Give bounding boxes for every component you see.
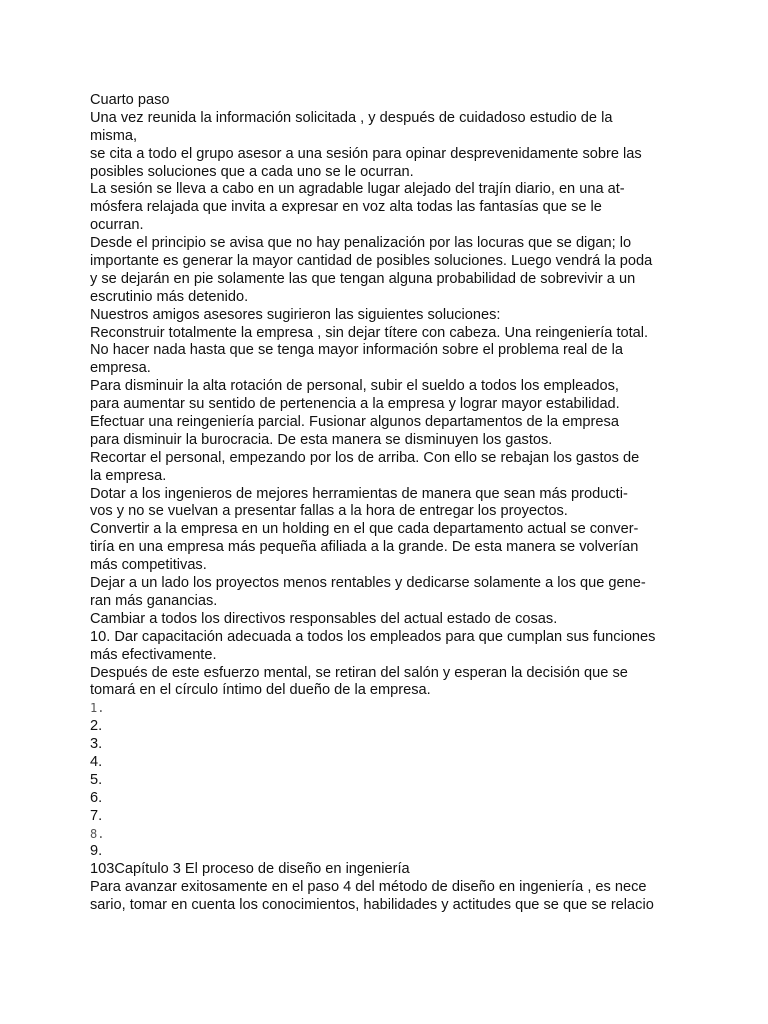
- text-line: escrutinio más detenido.: [90, 288, 249, 305]
- chapter-heading: 103Capítulo 3 El proceso de diseño en ingeniería: [90, 861, 410, 878]
- list-number: 6.: [90, 789, 103, 806]
- text-line: la empresa.: [90, 467, 167, 484]
- list-number: 7.: [90, 807, 103, 824]
- number-list: [90, 700, 730, 861]
- text-line: para disminuir la burocracia. De esta manera se disminuyen los gastos.: [90, 431, 553, 448]
- text-line: 10. Dar capacitación adecuada a todos los empleados para que cumplan sus funciones: [90, 628, 656, 645]
- text-line: Efectuar una reingeniería parcial. Fusionar algunos departamentos de la empresa: [90, 414, 619, 431]
- text-line: para aumentar su sentido de pertenencia a la empresa y lograr mayor estabilidad.: [90, 396, 620, 413]
- text-line: importante es generar la mayor cantidad de posibles soluciones. Luego vendrá la poda: [90, 253, 653, 270]
- text-line: mósfera relajada que invita a expresar en voz alta todas las fantasías que se le: [90, 199, 602, 216]
- list-number: 8.: [90, 826, 105, 841]
- text-line: más efectivamente.: [90, 646, 217, 663]
- text-line: Dotar a los ingenieros de mejores herramientas de manera que sean más producti-: [90, 485, 628, 502]
- text-line: Para disminuir la alta rotación de personal, subir el sueldo a todos los empleados,: [90, 378, 619, 395]
- text-line: misma,: [90, 127, 138, 144]
- list-number: 9.: [90, 843, 103, 860]
- list-number: 3.: [90, 736, 103, 753]
- document-page: [90, 92, 730, 915]
- text-line: Después de este esfuerzo mental, se retiran del salón y esperan la decisión que se: [90, 664, 628, 681]
- text-line: tiría en una empresa más pequeña afiliada a la grande. De esta manera se volverían: [90, 539, 639, 556]
- body-text-a: [90, 92, 730, 700]
- text-line: ocurran.: [90, 217, 144, 234]
- text-line: empresa.: [90, 360, 151, 377]
- text-line: No hacer nada hasta que se tenga mayor información sobre el problema real de la: [90, 342, 623, 359]
- text-line: vos y no se vuelvan a presentar fallas a la hora de entregar los proyectos.: [90, 503, 568, 520]
- text-line: Dejar a un lado los proyectos menos rentables y dedicarse solamente a los que gene-: [90, 575, 646, 592]
- text-line: más competitivas.: [90, 557, 207, 574]
- body-text-b: [90, 861, 730, 915]
- text-line: Recortar el personal, empezando por los de arriba. Con ello se rebajan los gastos de: [90, 449, 640, 466]
- text-line: Cuarto paso: [90, 92, 170, 108]
- text-line: Reconstruir totalmente la empresa , sin dejar títere con cabeza. Una reingeniería total.: [90, 324, 649, 341]
- text-line: Cambiar a todos los directivos responsables del actual estado de cosas.: [90, 610, 558, 627]
- text-line: Convertir a la empresa en un holding en el que cada departamento actual se conver-: [90, 521, 639, 538]
- list-number: 2.: [90, 718, 103, 735]
- text-line: y se dejarán en pie solamente las que tengan alguna probabilidad de sobrevivir a un: [90, 270, 636, 287]
- text-line: ran más ganancias.: [90, 592, 218, 609]
- text-line: La sesión se lleva a cabo en un agradable lugar alejado del trajín diario, en una at-: [90, 181, 625, 198]
- text-line: se cita a todo el grupo asesor a una sesión para opinar desprevenidamente sobre las: [90, 145, 642, 162]
- text-line: Nuestros amigos asesores sugirieron las siguientes soluciones:: [90, 306, 501, 323]
- text-line: posibles soluciones que a cada uno se le ocurran.: [90, 163, 414, 180]
- text-line: Desde el principio se avisa que no hay penalización por las locuras que se digan; lo: [90, 235, 632, 252]
- list-number: 1.: [90, 701, 105, 716]
- text-line: Una vez reunida la información solicitada , y después de cuidadoso estudio de la: [90, 109, 613, 126]
- list-number: 4.: [90, 753, 103, 770]
- text-line: sario, tomar en cuenta los conocimientos, habilidades y actitudes que se que se relacio: [90, 897, 654, 914]
- list-number: 5.: [90, 771, 103, 788]
- text-line: Para avanzar exitosamente en el paso 4 del método de diseño en ingeniería , es nece: [90, 879, 647, 896]
- text-line: tomará en el círculo íntimo del dueño de la empresa.: [90, 682, 431, 699]
